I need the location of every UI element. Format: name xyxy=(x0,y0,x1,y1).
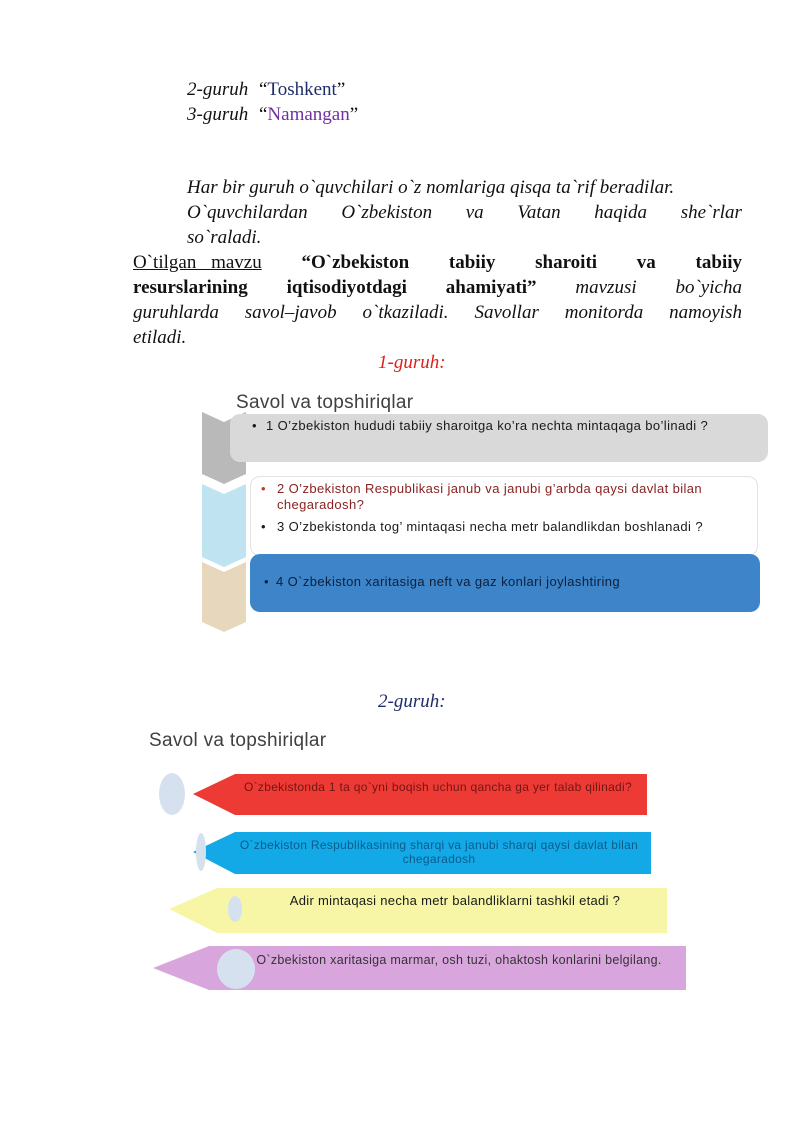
diagram2-title: Savol va topshiriqlar xyxy=(149,730,327,751)
question-box-4 xyxy=(250,554,760,612)
topic-line-3 xyxy=(133,301,742,325)
question-box-1 xyxy=(230,414,768,462)
arrow-1-dot xyxy=(159,773,185,815)
arrow-2-dot xyxy=(196,833,206,871)
open-quote: “ xyxy=(258,104,268,125)
bullet: • xyxy=(252,418,257,433)
section2-heading: 2-guruh: xyxy=(378,691,446,712)
word: guruhlarda xyxy=(133,302,219,323)
group-line-3 xyxy=(187,103,358,127)
word: tabiiy xyxy=(695,252,742,273)
word: O`zbekiston xyxy=(341,202,433,223)
word: sharoiti xyxy=(535,252,598,273)
word: namoyish xyxy=(669,302,742,323)
group-line-2 xyxy=(187,78,345,102)
group-label: 3-guruh xyxy=(187,104,249,125)
word: Vatan xyxy=(517,202,561,223)
diagram-group1 xyxy=(200,392,770,637)
topic-line-4: etiladi. xyxy=(133,327,187,348)
question-3-text: 3 O’zbekistonda tog’ mintaqasi necha metr balandlikdan boshlanadi ? xyxy=(277,519,703,534)
word: she`rlar xyxy=(680,202,742,223)
word: O`quvchilardan xyxy=(187,202,308,223)
word: monitorda xyxy=(564,302,644,323)
topic-label: O`tilgan mavzu xyxy=(133,252,262,273)
section1-heading: 1-guruh: xyxy=(378,352,446,373)
diagram1-title: Savol va topshiriqlar xyxy=(236,392,414,413)
arrow-3-text: Adir mintaqasi necha metr balandliklarni tashkil etadi ? xyxy=(289,893,621,908)
question-4-text: 4 O`zbekiston xaritasiga neft va gaz konlari joylashtiring xyxy=(276,574,621,589)
word: savol–javob xyxy=(244,302,337,323)
close-quote: ” xyxy=(349,104,359,125)
question-box-2-3 xyxy=(250,476,758,556)
word: resurslarining xyxy=(133,277,248,298)
word: mavzusi xyxy=(575,277,637,298)
word: tabiiy xyxy=(448,252,496,273)
topic-line-2 xyxy=(133,276,742,300)
word: va xyxy=(636,252,656,273)
word: bo`yicha xyxy=(675,277,742,298)
word: ahamiyati” xyxy=(445,277,537,298)
word: haqida xyxy=(594,202,648,223)
intro-line-2 xyxy=(187,201,742,225)
chevron-3 xyxy=(202,562,246,632)
word: o`tkaziladi. xyxy=(362,302,449,323)
close-quote: ” xyxy=(336,79,346,100)
arrow-3-dot xyxy=(228,896,242,922)
word: va xyxy=(465,202,484,223)
word: Savollar xyxy=(474,302,539,323)
open-quote: “ xyxy=(258,79,268,100)
question-2-text: 2 O’zbekiston Respublikasi janub va janubi g’arbda qaysi davlat bilan chegaradosh? xyxy=(277,481,703,512)
group-name-toshkent: Toshkent xyxy=(267,79,337,100)
chevron-2 xyxy=(202,484,246,567)
arrow-4-text: O`zbekiston xaritasiga marmar, osh tuzi, ohaktosh konlarini belgilang. xyxy=(256,953,662,967)
intro-line-1: Har bir guruh o`quvchilari o`z nomlariga qisqa ta`rif beradilar. xyxy=(187,177,675,198)
intro-line-3: so`raladi. xyxy=(187,227,262,248)
bullet: • xyxy=(264,574,269,589)
arrow-2-text: O`zbekiston Respublikasining sharqi va janubi sharqi qaysi davlat bilan chegaradosh xyxy=(239,838,639,866)
arrow-1-text: O`zbekistonda 1 ta qo`yni boqish uchun qancha ga yer talab qilinadi? xyxy=(244,780,632,794)
bullet: • xyxy=(261,481,266,496)
group-name-namangan: Namangan xyxy=(267,104,350,125)
word: “O`zbekiston xyxy=(301,252,410,273)
bullet: • xyxy=(261,519,266,534)
word: iqtisodiyotdagi xyxy=(286,277,407,298)
topic-line-1 xyxy=(133,251,742,275)
question-1-text: 1 O’zbekiston hududi tabiiy sharoitga ko’ra nechta mintaqaga bo’linadi ? xyxy=(266,418,709,433)
group-label: 2-guruh xyxy=(187,79,249,100)
diagram-group2 xyxy=(145,728,695,998)
